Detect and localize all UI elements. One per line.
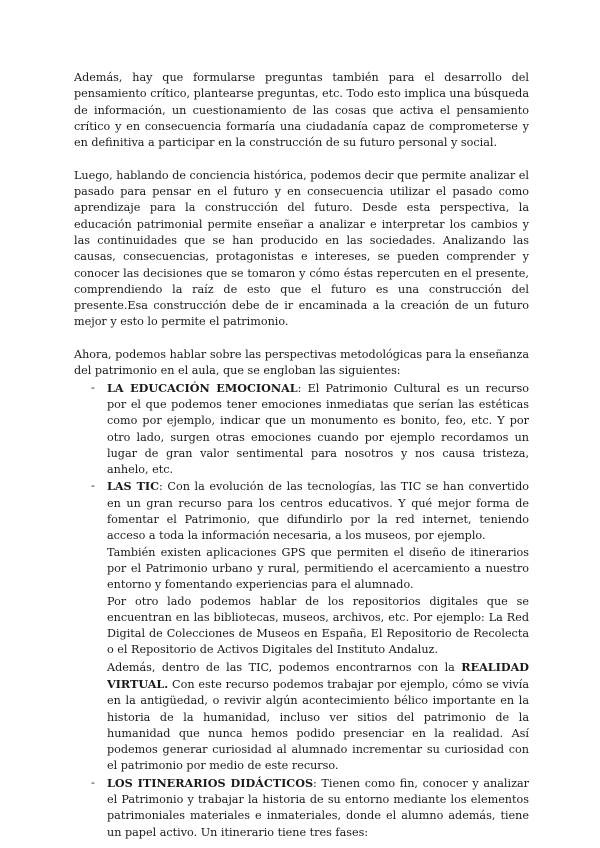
itineraries-text: : Tienen como fin, conocer y analizar el Patrimonio y trabajar la historia de su entorno mediante los elementos patrimoniales materiales e inmateriales, donde el alumno además, tiene un papel activo. Un itinerario tiene tres fases: <box>107 776 529 839</box>
tic-title: LAS TIC <box>107 479 160 494</box>
virtual-reality-title: REALIDAD VIRTUAL. <box>107 659 529 691</box>
list-item-emotional-education <box>74 380 529 479</box>
tic-text: : Con la evolución de las tecnologías, las TIC se han convertido en un gran recurso para los centros educativos. Y qué mejor forma de fomentar el Patrimonio, que difundirlo por la red internet, teniendo acceso a toda la información necesaria, a los museos, por ejemplo. <box>107 480 529 543</box>
list-dash: - <box>91 479 95 493</box>
methodology-section <box>74 347 529 841</box>
vr-intro: Además, dentro de las TIC, podemos encontrarnos con la <box>107 660 462 674</box>
tic-gps-text: También existen aplicaciones GPS que permiten el diseño de itinerarios por el Patrimonio urbano y rural, permitiendo el acercamiento a nuestro entorno y fomentando experiencias para el alumnado. <box>107 545 529 592</box>
paragraph-historical-awareness: Luego, hablando de conciencia histórica, podemos decir que permite analizar el pasado para pensar en el futuro y en consecuencia utilizar el pasado como aprendizaje para la construcción del futuro. Desde esta perspectiva, la educación patrimonial permite enseñar a analizar e interpretar los cambios y las continuidades que se han producido en las sociedades. Analizando las causas, consecuencias, protagonistas e intereses, se pueden comprender y conocer las decisiones que se tomaron y cómo éstas repercuten en el presente, comprendiendo la raíz de esto que el futuro es una construcción del presente.Esa construcción debe de ir encaminada a la creación de un futuro mejor y esto lo permite el patrimonio. <box>74 168 529 329</box>
list-dash: - <box>91 775 95 789</box>
list-item-didactic-itineraries <box>74 775 529 841</box>
itineraries-title: LOS ITINERARIOS DIDÁCTICOS <box>107 775 314 790</box>
vr-description: Con este recurso podemos trabajar por ejemplo, cómo se vivía en la antigüedad, o revivir algún acontecimiento bélico importante en la historia de la humanidad, incluso ver sitios del patrimonio de la humanidad que nunca hemos podido presenciar en la realidad. Así podemos generar curiosidad al alumnado incrementar su curiosidad con el patrimonio por medio de este recurso. <box>107 677 529 773</box>
emotional-education-title: LA EDUCACIÓN EMOCIONAL <box>107 380 298 395</box>
paragraph-critical-thinking: Además, hay que formularse preguntas también para el desarrollo del pensamiento crítico, plantearse preguntas, etc. Todo esto implica una búsqueda de información, un cuestionamiento de las cosas que activa el pensamiento crítico y en consecuencia formaría una ciudadanía capaz de comprometerse y en definitiva a participar en la construcción de su futuro personal y social. <box>74 71 529 150</box>
tic-virtual-reality-text <box>107 659 529 775</box>
paragraph-methodology-intro: Ahora, podemos hablar sobre las perspectivas metodológicas para la enseñanza del patrimonio en el aula, que se engloban las siguientes: <box>74 348 529 378</box>
list-item-tic <box>74 478 529 774</box>
document-page <box>74 70 529 841</box>
list-dash: - <box>91 380 95 394</box>
methodology-list <box>74 380 529 841</box>
tic-repositories-text: Por otro lado podemos hablar de los repositorios digitales que se encuentran en las bibliotecas, museos, archivos, etc. Por ejemplo: La Red Digital de Colecciones de Museos en España, El Repositorio de Recolecta o el Repositorio de Activos Digitales del Instituto Andaluz. <box>107 594 529 657</box>
emotional-education-text: : El Patrimonio Cultural es un recurso por el que podemos tener emociones inmediatas que serían las estéticas como por ejemplo, indicar que un monumento es bonito, feo, etc. Y por otro lado, surgen otras emociones cuando por ejemplo recordamos un lugar de gran valor sentimental para nosotros y nos causa tristeza, anhelo, etc. <box>107 381 529 477</box>
